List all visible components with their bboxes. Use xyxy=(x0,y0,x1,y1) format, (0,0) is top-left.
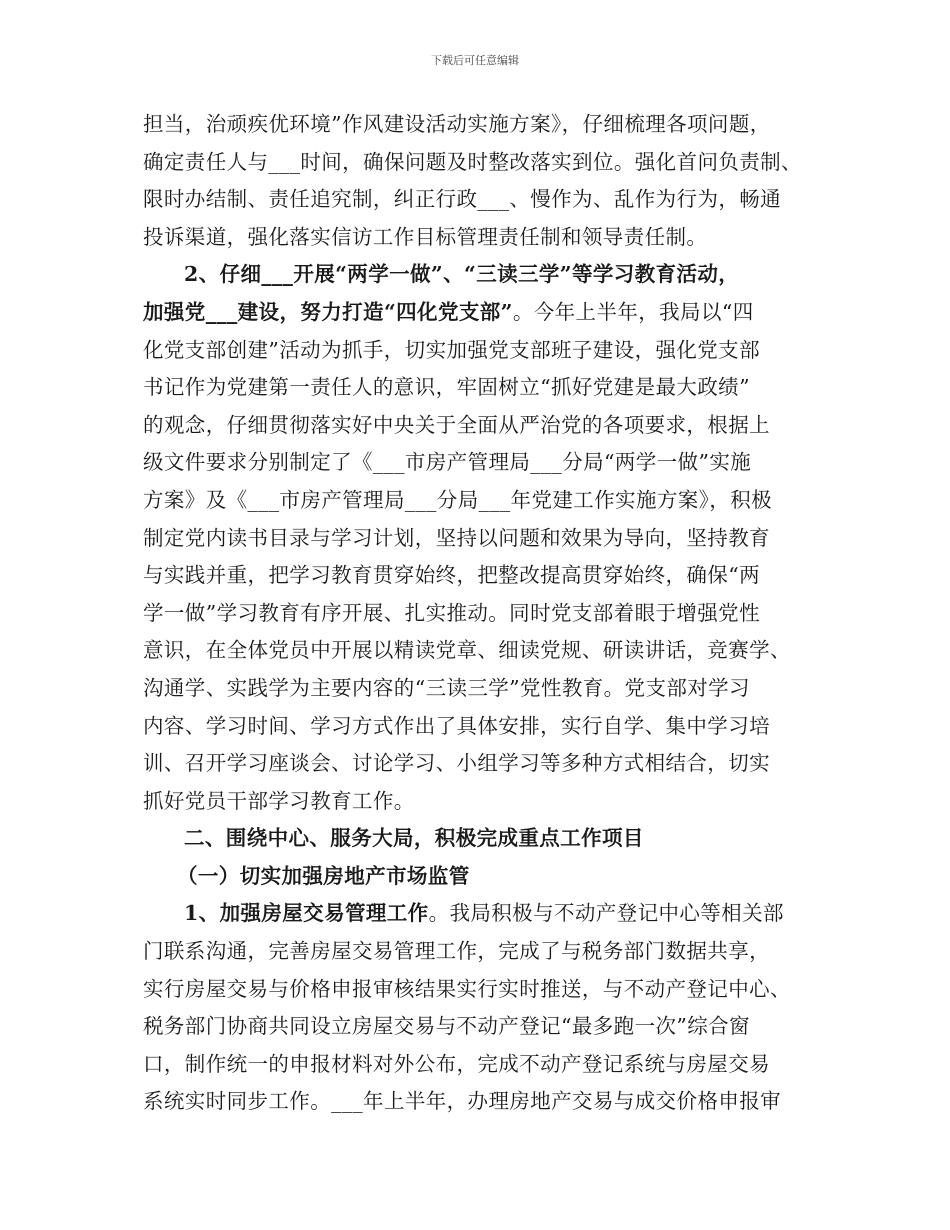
paragraph-line xyxy=(143,294,815,332)
paragraph-line: 化党支部创建”活动为抓手，切实加强党支部班子建设，强化党支部 xyxy=(143,337,760,362)
sub-heading: （一）切实加强房地产市场监管 xyxy=(177,863,470,888)
paragraph-line: 沟通学、实践学为主要内容的“三读三学”党性教育。党支部对学习 xyxy=(143,675,750,700)
paragraph-line: 限时办结制、责任追究制，纠正行政___、慢作为、乱作为行为，畅通 xyxy=(143,187,782,212)
paragraph-line: 级文件要求分别制定了《___市房产管理局___分局“两学一做”实施 xyxy=(143,450,752,475)
section-heading-continued: 加强党___建设，努力打造“四化党支部” xyxy=(143,299,513,324)
paragraph-text: 。我局积极与不动产登记中心等相关部 xyxy=(428,901,784,926)
section-heading: 1、加强房屋交易管理工作 xyxy=(184,901,429,926)
paragraph-line: 系统实时同步工作。___年上半年，办理房地产交易与成交价格申报审 xyxy=(143,1089,782,1114)
paragraph-line: 口，制作统一的申报材料对外公布，完成不动产登记系统与房屋交易 xyxy=(143,1051,770,1076)
paragraph-line: 实行房屋交易与价格申报审核结果实行实时推送，与不动产登记中心、 xyxy=(143,976,791,1001)
document-body xyxy=(143,106,815,1121)
paragraph-line: 制定党内读书目录与学习计划，坚持以问题和效果为导向，坚持教育 xyxy=(143,525,770,550)
paragraph-line: 与实践并重，把学习教育贯穿始终，把整改提高贯穿始终，确保“两 xyxy=(143,563,760,588)
paragraph-line: 门联系沟通，完善房屋交易管理工作，完成了与税务部门数据共享， xyxy=(143,939,770,964)
page-header: 下载后可任意编辑 xyxy=(431,54,519,67)
paragraph-text: 。今年上半年，我局以“四 xyxy=(512,299,754,324)
paragraph-line: 意识，在全体党员中开展以精读党章、细读党规、研读讲话，竞赛学、 xyxy=(143,638,791,663)
section-heading: 2、仔细___开展“两学一做”、“三读三学”等学习教育活动， xyxy=(184,262,740,287)
paragraph-line: 投诉渠道，强化落实信访工作目标管理责任制和领导责任制。 xyxy=(143,224,708,249)
paragraph-line: 确定责任人与___时间，确保问题及时整改落实到位。强化首问负责制、 xyxy=(143,149,802,174)
paragraph-line: 书记作为党建第一责任人的意识，牢固树立“抓好党建是最大政绩” xyxy=(143,375,750,400)
paragraph-line: 学一做”学习教育有序开展、扎实推动。同时党支部着眼于增强党性 xyxy=(143,600,760,625)
paragraph-line: 抓好党员干部学习教育工作。 xyxy=(143,788,415,813)
major-heading: 二、围绕中心、服务大局，积极完成重点工作项目 xyxy=(184,826,644,851)
paragraph-line: 内容、学习时间、学习方式作出了具体安排，实行自学、集中学习培 xyxy=(143,713,770,738)
paragraph-line: 税务部门协商共同设立房屋交易与不动产登记“最多跑一次”综合窗 xyxy=(143,1014,750,1039)
paragraph-line: 担当，治顽疾优环境”作风建设活动实施方案》，仔细梳理各项问题， xyxy=(143,112,771,136)
paragraph-line: 训、召开学习座谈会、讨论学习、小组学习等多种方式相结合，切实 xyxy=(143,751,770,776)
paragraph-line xyxy=(143,895,815,933)
paragraph-line: 方案》及《___市房产管理局___分局___年党建工作实施方案》，积极 xyxy=(143,487,772,512)
paragraph-line: 的观念，仔细贯彻落实好中央关于全面从严治党的各项要求，根据上 xyxy=(143,412,770,437)
